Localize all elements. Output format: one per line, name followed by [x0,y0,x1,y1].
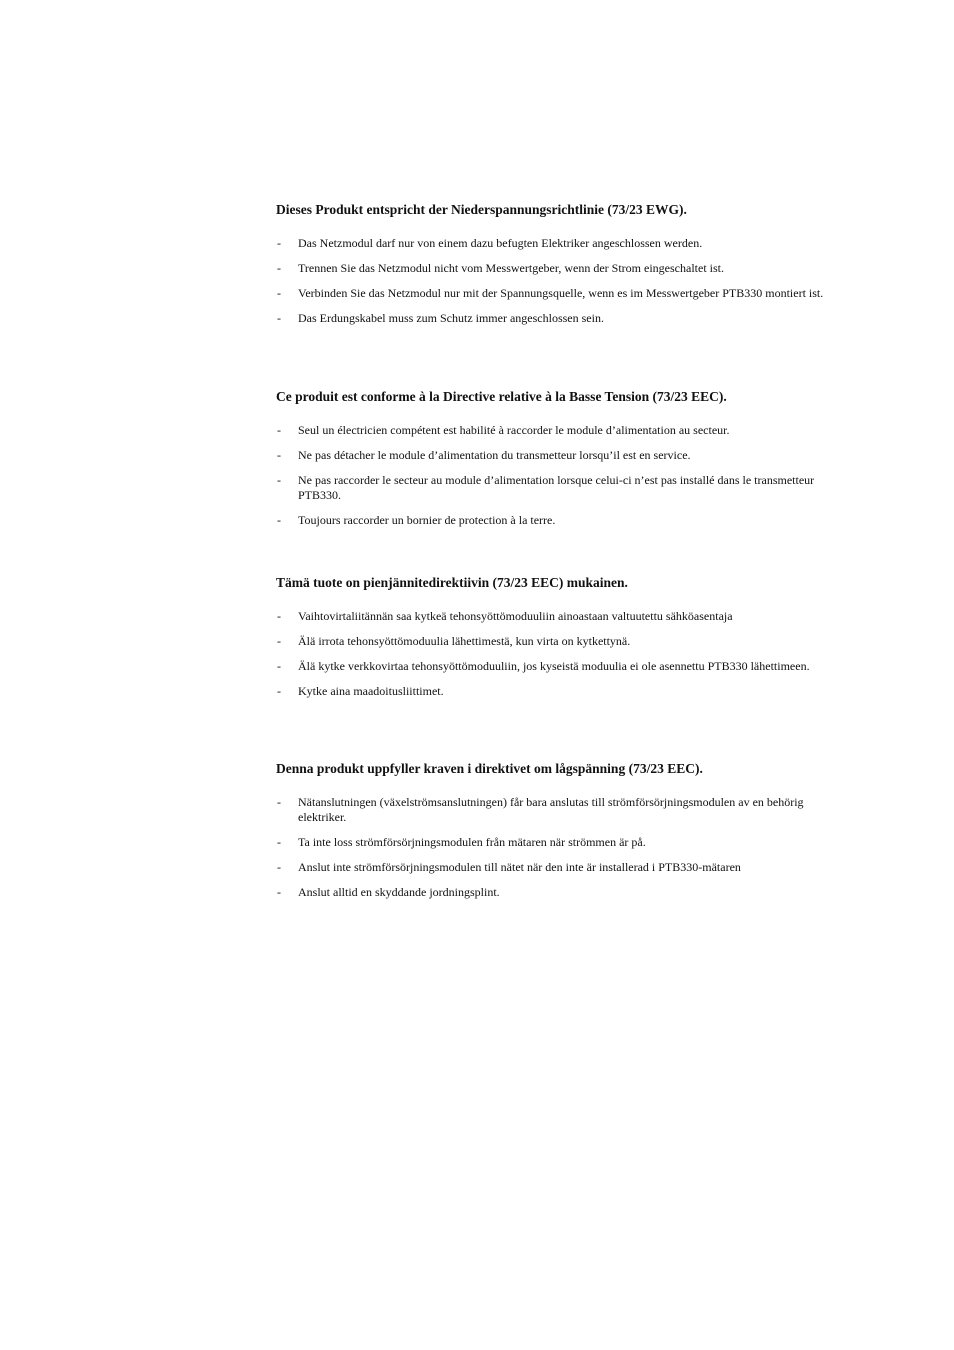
bullet-list [276,609,838,699]
bullet-dash: - [277,609,281,623]
list-item-text: Das Netzmodul darf nur von einem dazu befugten Elektriker angeschlossen werden. [298,236,703,250]
list-item-text: Toujours raccorder un bornier de protection à la terre. [298,513,556,527]
list-item-text: Verbinden Sie das Netzmodul nur mit der Spannungsquelle, wenn es im Messwertgeber PTB330 montiert ist. [298,286,824,300]
bullet-dash: - [277,659,281,673]
bullet-dash: - [277,634,281,648]
bullet-dash: - [277,236,281,250]
list-item-text: Ta inte loss strömförsörjningsmodulen från mätaren när strömmen är på. [298,835,646,849]
bullet-dash: - [277,795,281,809]
list-item-text: Nätanslutningen (växelströmsanslutningen) får bara anslutas till strömförsörjningsmodulen av en behörig elektriker. [298,795,804,824]
list-item [276,835,838,850]
section-finnish [276,575,838,709]
section-heading: Denna produkt uppfyller kraven i direktivet om lågspänning (73/23 EEC). [276,761,703,776]
bullet-dash: - [277,885,281,899]
section-heading: Tämä tuote on pienjännitedirektiivin (73/23 EEC) mukainen. [276,575,628,590]
bullet-dash: - [277,311,281,325]
list-item-text: Älä irrota tehonsyöttömoduulia lähettimestä, kun virta on kytkettynä. [298,634,631,648]
bullet-dash: - [277,261,281,275]
list-item-text: Ne pas raccorder le secteur au module d’alimentation lorsque celui-ci n’est pas installé dans le transmetteur PTB330. [298,473,815,502]
list-item [276,513,838,528]
bullet-dash: - [277,513,281,527]
bullet-list [276,423,838,528]
section-french [276,389,838,538]
list-item-text: Trennen Sie das Netzmodul nicht vom Messwertgeber, wenn der Strom eingeschaltet ist. [298,261,724,275]
list-item [276,659,838,674]
bullet-list [276,795,838,900]
list-item [276,860,838,875]
list-item-text: Seul un électricien compétent est habilité à raccorder le module d’alimentation au secteur. [298,423,730,437]
bullet-dash: - [277,423,281,437]
bullet-dash: - [277,286,281,300]
list-item-text: Vaihtovirtaliitännän saa kytkeä tehonsyöttömoduuliin ainoastaan valtuutettu sähköasentaja [298,609,733,623]
list-item-text: Das Erdungskabel muss zum Schutz immer angeschlossen sein. [298,311,604,325]
section-heading: Ce produit est conforme à la Directive relative à la Basse Tension (73/23 EEC). [276,389,727,404]
section-german [276,202,838,336]
list-item [276,795,838,825]
list-item [276,885,838,900]
list-item-text: Anslut inte strömförsörjningsmodulen till nätet när den inte är installerad i PTB330-mätaren [298,860,741,874]
list-item [276,684,838,699]
list-item [276,236,838,251]
section-heading: Dieses Produkt entspricht der Niederspannungsrichtlinie (73/23 EWG). [276,202,687,217]
list-item-text: Älä kytke verkkovirtaa tehonsyöttömoduuliin, jos kyseistä moduulia ei ole asennettu PTB330 lähettimeen. [298,659,810,673]
list-item [276,448,838,463]
list-item [276,286,838,301]
list-item-text: Ne pas détacher le module d’alimentation du transmetteur lorsqu’il est en service. [298,448,691,462]
list-item-text: Anslut alltid en skyddande jordningsplint. [298,885,500,899]
section-swedish [276,761,838,910]
bullet-list [276,236,838,326]
list-item [276,609,838,624]
bullet-dash: - [277,860,281,874]
bullet-dash: - [277,684,281,698]
bullet-dash: - [277,473,281,487]
list-item-text: Kytke aina maadoitusliittimet. [298,684,444,698]
list-item [276,634,838,649]
list-item [276,311,838,326]
bullet-dash: - [277,448,281,462]
bullet-dash: - [277,835,281,849]
list-item [276,473,838,503]
list-item [276,423,838,438]
list-item [276,261,838,276]
